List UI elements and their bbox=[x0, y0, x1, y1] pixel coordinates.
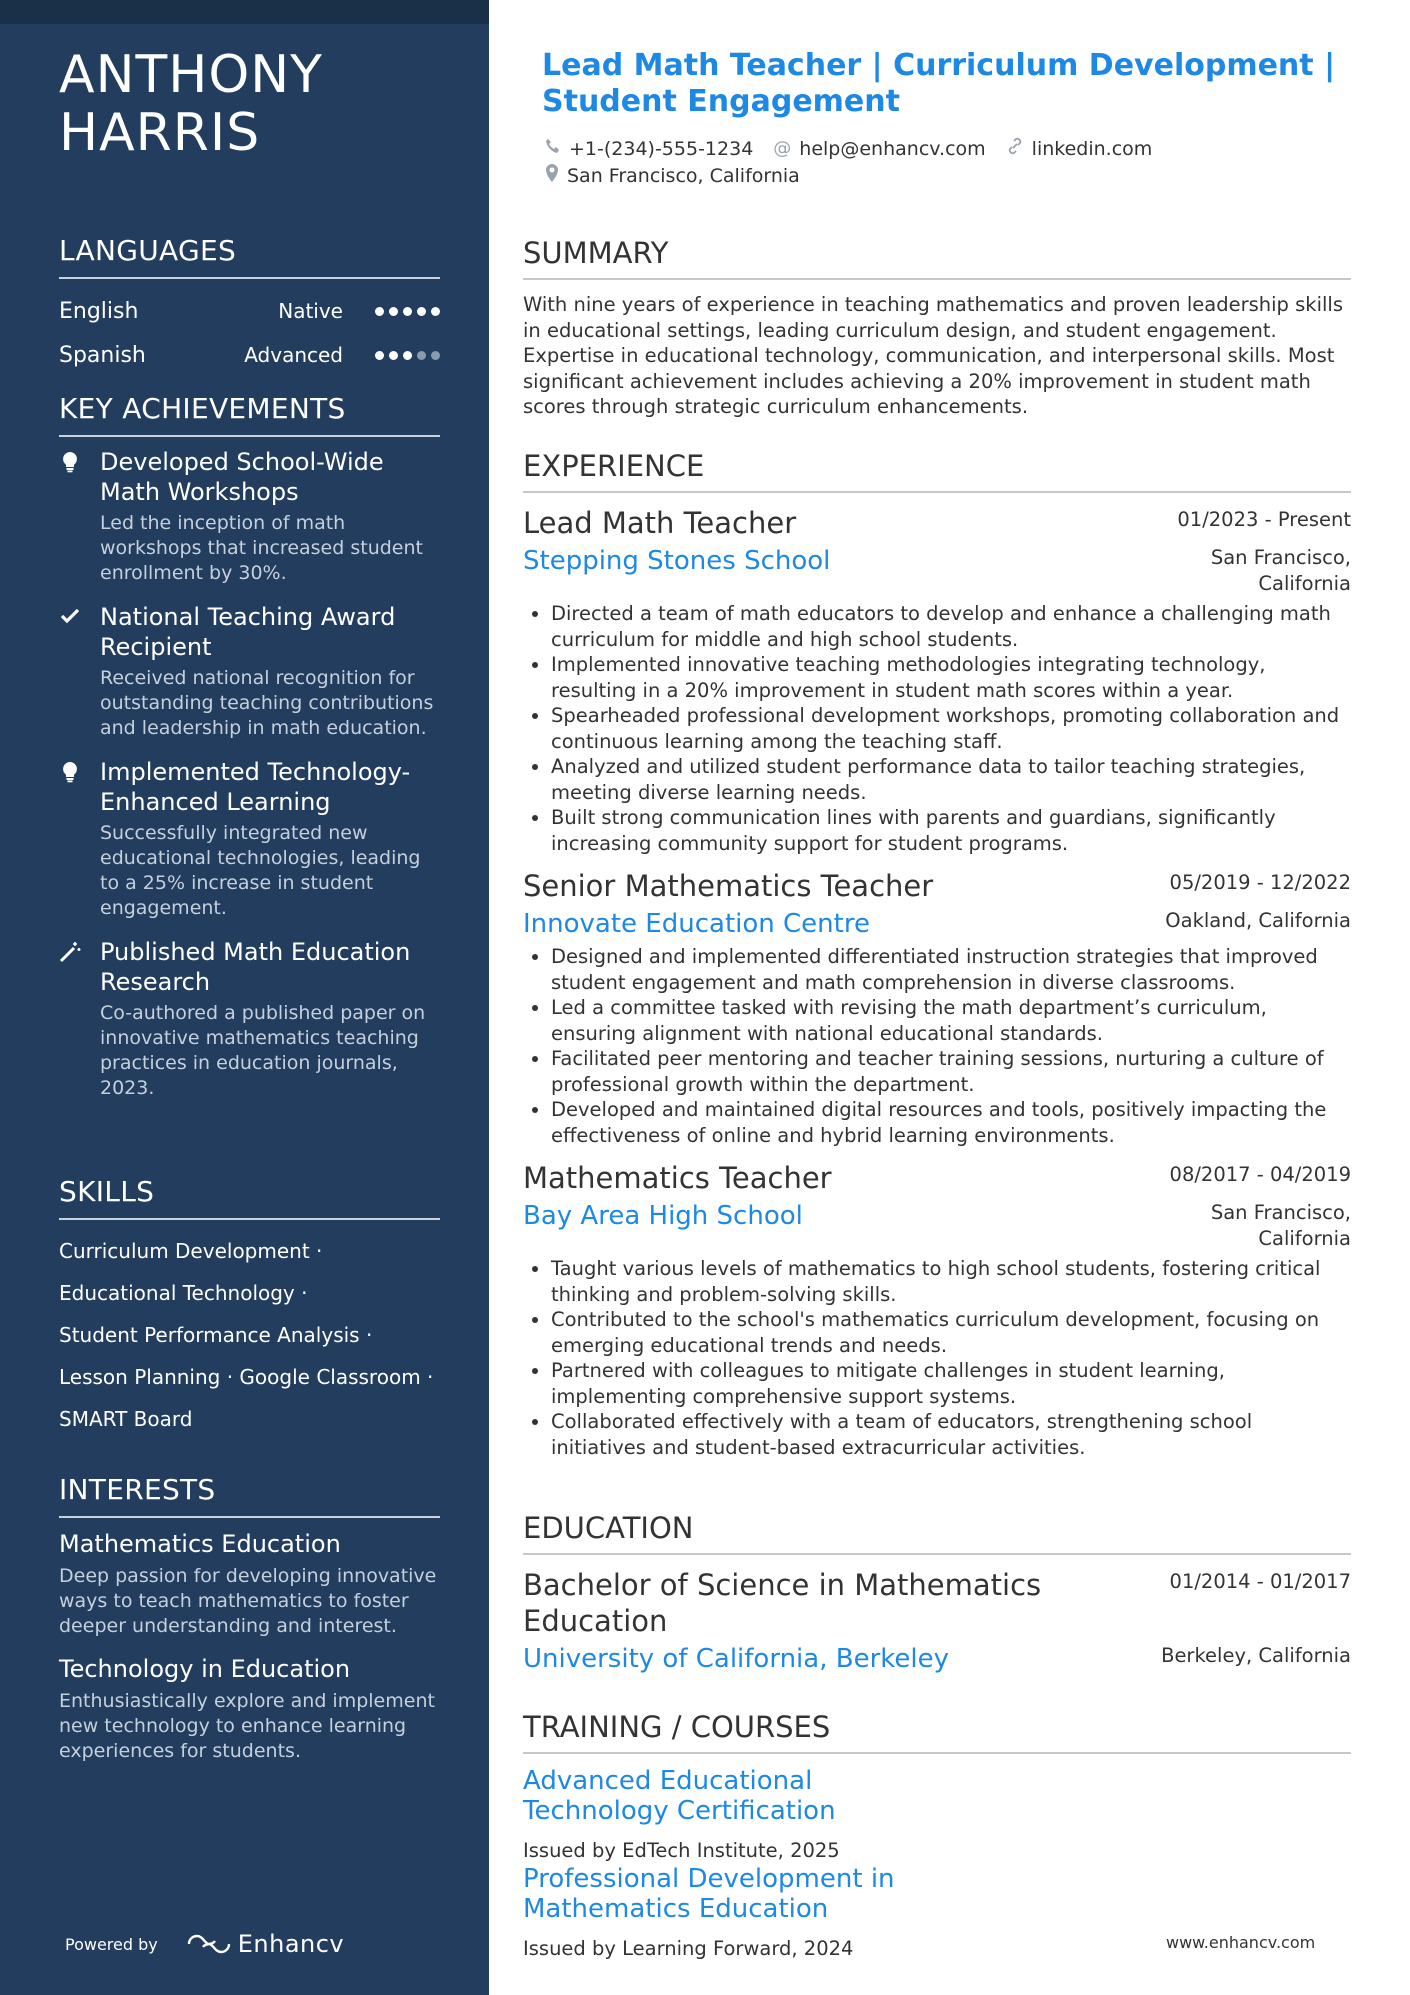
job-bullets bbox=[523, 601, 1351, 856]
job-title: Lead Math Teacher bbox=[523, 506, 797, 540]
achievement-title: Developed School-Wide Math Workshops bbox=[100, 448, 384, 506]
achievement-description: Successfully integrated new educational technologies, leading to a 25% increase in student engagement. bbox=[100, 822, 421, 919]
location-line bbox=[545, 164, 1345, 187]
lightbulb-icon bbox=[59, 451, 81, 586]
dot-filled bbox=[375, 351, 384, 360]
enhancv-logo bbox=[186, 1930, 344, 1958]
achievements-heading: KEY ACHIEVEMENTS bbox=[59, 392, 440, 437]
dot-filled bbox=[389, 351, 398, 360]
headline: Lead Math Teacher | Curriculum Development | Student Engagement bbox=[542, 48, 1336, 119]
training-heading: TRAINING / COURSES bbox=[523, 1709, 1351, 1754]
school-name: University of California, Berkeley bbox=[523, 1644, 949, 1674]
job-title: Senior Mathematics Teacher bbox=[523, 869, 934, 903]
education-section bbox=[523, 1510, 1351, 1675]
bullet-item: • Contributed to the school's mathematics curriculum development, focusing on emerging educational trends and needs. bbox=[551, 1307, 1351, 1358]
proficiency-dots bbox=[375, 351, 440, 360]
bullet-item: • Partnered with colleagues to mitigate challenges in student learning, implementing comprehensive support systems. bbox=[551, 1358, 1351, 1409]
bullet-item: • Analyzed and utilized student performance data to tailor teaching strategies, meeting diverse learning needs. bbox=[551, 754, 1351, 805]
course-item bbox=[523, 1864, 933, 1962]
bullet-item: • Designed and implemented differentiated instruction strategies that improved student engagement and math comprehension in diverse classrooms. bbox=[551, 944, 1351, 995]
achievement-title: National Teaching Award Recipient bbox=[100, 603, 396, 661]
skills-section bbox=[59, 1175, 440, 1440]
job-location: San Francisco, California bbox=[1210, 1201, 1351, 1250]
achievement-item bbox=[59, 602, 440, 741]
sidebar-top-strip bbox=[0, 0, 489, 24]
skill-line: Student Performance Analysis · bbox=[59, 1323, 373, 1347]
powered-by bbox=[65, 1930, 344, 1958]
summary-heading: SUMMARY bbox=[523, 235, 1351, 280]
link-icon bbox=[1006, 137, 1024, 160]
interests-section bbox=[59, 1473, 440, 1778]
bullet-item: • Spearheaded professional development workshops, promoting collaboration and continuous learning among the teaching staff. bbox=[551, 703, 1351, 754]
degree-title: Bachelor of Science in Mathematics Education bbox=[523, 1568, 1042, 1638]
dot-filled bbox=[389, 307, 398, 316]
job-dates: 08/2017 - 04/2019 bbox=[1169, 1163, 1351, 1186]
job-company: Stepping Stones School bbox=[523, 546, 831, 576]
dot-empty bbox=[417, 351, 426, 360]
phone-item bbox=[545, 138, 753, 160]
enhancv-wordmark: Enhancv bbox=[237, 1930, 345, 1958]
interests-heading: INTERESTS bbox=[59, 1473, 440, 1518]
bullet-item: • Developed and maintained digital resources and tools, positively impacting the effectiveness of online and hybrid learning environments. bbox=[551, 1097, 1351, 1148]
education-dates: 01/2014 - 01/2017 bbox=[1169, 1570, 1351, 1593]
school-location: Berkeley, California bbox=[1161, 1644, 1351, 1667]
summary-text: With nine years of experience in teaching mathematics and proven leadership skills in educational settings, leading curriculum design, and student engagement. Expertise in educational technology, communication, and interpersonal skills. Most significant achievement includes achieving a 20% improvement in student math scores through strategic curriculum enhancements. bbox=[523, 293, 1343, 418]
language-name: English bbox=[59, 298, 139, 324]
dot-filled bbox=[403, 351, 412, 360]
bullet-item: • Taught various levels of mathematics to high school students, fostering critical thinking and problem-solving skills. bbox=[551, 1256, 1351, 1307]
bullet-item: • Led a committee tasked with revising the math department’s curriculum, ensuring alignment with national educational standards. bbox=[551, 995, 1351, 1046]
achievement-item bbox=[59, 757, 440, 921]
phone-number[interactable]: +1-(234)-555-1234 bbox=[569, 137, 754, 160]
bullet-item: • Implemented innovative teaching methodologies integrating technology, resulting in a 20% improvement in student math scores within a year. bbox=[551, 652, 1351, 703]
achievement-description: Led the inception of math workshops that increased student enrollment by 30%. bbox=[100, 512, 423, 584]
phone-icon bbox=[545, 138, 561, 159]
course-issuer: Issued by EdTech Institute, 2025 bbox=[523, 1839, 840, 1862]
achievement-title: Implemented Technology-Enhanced Learning bbox=[100, 758, 411, 816]
dot-filled bbox=[417, 307, 426, 316]
linkedin-link[interactable]: linkedin.com bbox=[1031, 137, 1153, 160]
experience-heading: EXPERIENCE bbox=[523, 448, 1351, 493]
achievement-title: Published Math Education Research bbox=[100, 938, 411, 996]
job-bullets bbox=[523, 1256, 1351, 1460]
job-entry bbox=[523, 868, 1351, 1148]
achievement-description: Co-authored a published paper on innovative mathematics teaching practices in education journals, 2023. bbox=[100, 1002, 426, 1099]
job-company: Bay Area High School bbox=[523, 1201, 803, 1231]
magic-wand-icon bbox=[59, 941, 81, 1101]
footer-url[interactable]: www.enhancv.com bbox=[1166, 1933, 1316, 1952]
job-bullets bbox=[523, 944, 1351, 1148]
email-address[interactable]: help@enhancv.com bbox=[799, 137, 986, 160]
course-issuer: Issued by Learning Forward, 2024 bbox=[523, 1937, 854, 1960]
job-location: San Francisco, California bbox=[1210, 546, 1351, 595]
training-section bbox=[523, 1709, 1351, 1962]
course-title: Professional Development in Mathematics Education bbox=[523, 1864, 895, 1924]
language-level: Advanced bbox=[244, 343, 343, 367]
achievement-description: Received national recognition for outstanding teaching contributions and leadership in math education. bbox=[100, 667, 434, 739]
at-sign-icon: @ bbox=[773, 138, 792, 159]
contact-line bbox=[545, 137, 1345, 160]
bullet-item: • Facilitated peer mentoring and teacher training sessions, nurturing a culture of professional growth within the department. bbox=[551, 1046, 1351, 1097]
language-name: Spanish bbox=[59, 342, 146, 368]
language-row bbox=[59, 289, 440, 333]
job-entry bbox=[523, 1160, 1351, 1460]
achievement-item bbox=[59, 937, 440, 1101]
experience-section bbox=[523, 448, 1351, 1460]
job-title: Mathematics Teacher bbox=[523, 1161, 832, 1195]
location-item bbox=[545, 164, 800, 187]
interest-title: Mathematics Education bbox=[59, 1530, 341, 1558]
education-heading: EDUCATION bbox=[523, 1510, 1351, 1555]
job-location: Oakland, California bbox=[1165, 909, 1351, 932]
skill-line: Curriculum Development · bbox=[59, 1239, 323, 1263]
course-item bbox=[523, 1766, 933, 1864]
email-item bbox=[773, 138, 985, 160]
bullet-item: • Collaborated effectively with a team of educators, strengthening school initiatives and student-based extracurricular activities. bbox=[551, 1409, 1351, 1460]
course-title: Advanced Educational Technology Certification bbox=[523, 1766, 836, 1826]
language-level: Native bbox=[278, 299, 343, 323]
achievements-section bbox=[59, 392, 440, 1117]
languages-heading: LANGUAGES bbox=[59, 234, 440, 279]
map-pin-icon bbox=[545, 164, 559, 187]
summary-section bbox=[523, 235, 1351, 420]
language-row bbox=[59, 333, 440, 377]
dot-empty bbox=[431, 351, 440, 360]
candidate-name: ANTHONY HARRIS bbox=[59, 45, 323, 163]
location-text: San Francisco, California bbox=[567, 164, 800, 187]
skill-line: SMART Board bbox=[59, 1407, 193, 1431]
languages-section bbox=[59, 234, 440, 377]
enhancv-logo-icon bbox=[186, 1932, 232, 1956]
job-entry bbox=[523, 505, 1351, 856]
dot-filled bbox=[403, 307, 412, 316]
bullet-item: • Built strong communication lines with parents and guardians, significantly increasing community support for student programs. bbox=[551, 805, 1351, 856]
achievement-item bbox=[59, 447, 440, 586]
interest-description: Enthusiastically explore and implement new technology to enhance learning experiences for students. bbox=[59, 1690, 435, 1762]
interest-title: Technology in Education bbox=[59, 1655, 351, 1683]
lightbulb-icon bbox=[59, 761, 81, 921]
proficiency-dots bbox=[375, 307, 440, 316]
linkedin-item bbox=[1006, 137, 1153, 160]
powered-by-label: Powered by bbox=[65, 1934, 158, 1954]
checkmark-icon bbox=[59, 606, 81, 741]
job-dates: 01/2023 - Present bbox=[1177, 508, 1351, 531]
skill-line: Lesson Planning · Google Classroom · bbox=[59, 1365, 434, 1389]
interest-description: Deep passion for developing innovative ways to teach mathematics to foster deeper understanding and interest. bbox=[59, 1565, 437, 1637]
dot-filled bbox=[431, 307, 440, 316]
sidebar bbox=[0, 0, 489, 1995]
skill-line: Educational Technology · bbox=[59, 1281, 308, 1305]
skills-heading: SKILLS bbox=[59, 1175, 440, 1220]
job-dates: 05/2019 - 12/2022 bbox=[1169, 871, 1351, 894]
bullet-item: • Directed a team of math educators to develop and enhance a challenging math curriculum for middle and high school students. bbox=[551, 601, 1351, 652]
job-company: Innovate Education Centre bbox=[523, 909, 870, 939]
dot-filled bbox=[375, 307, 384, 316]
